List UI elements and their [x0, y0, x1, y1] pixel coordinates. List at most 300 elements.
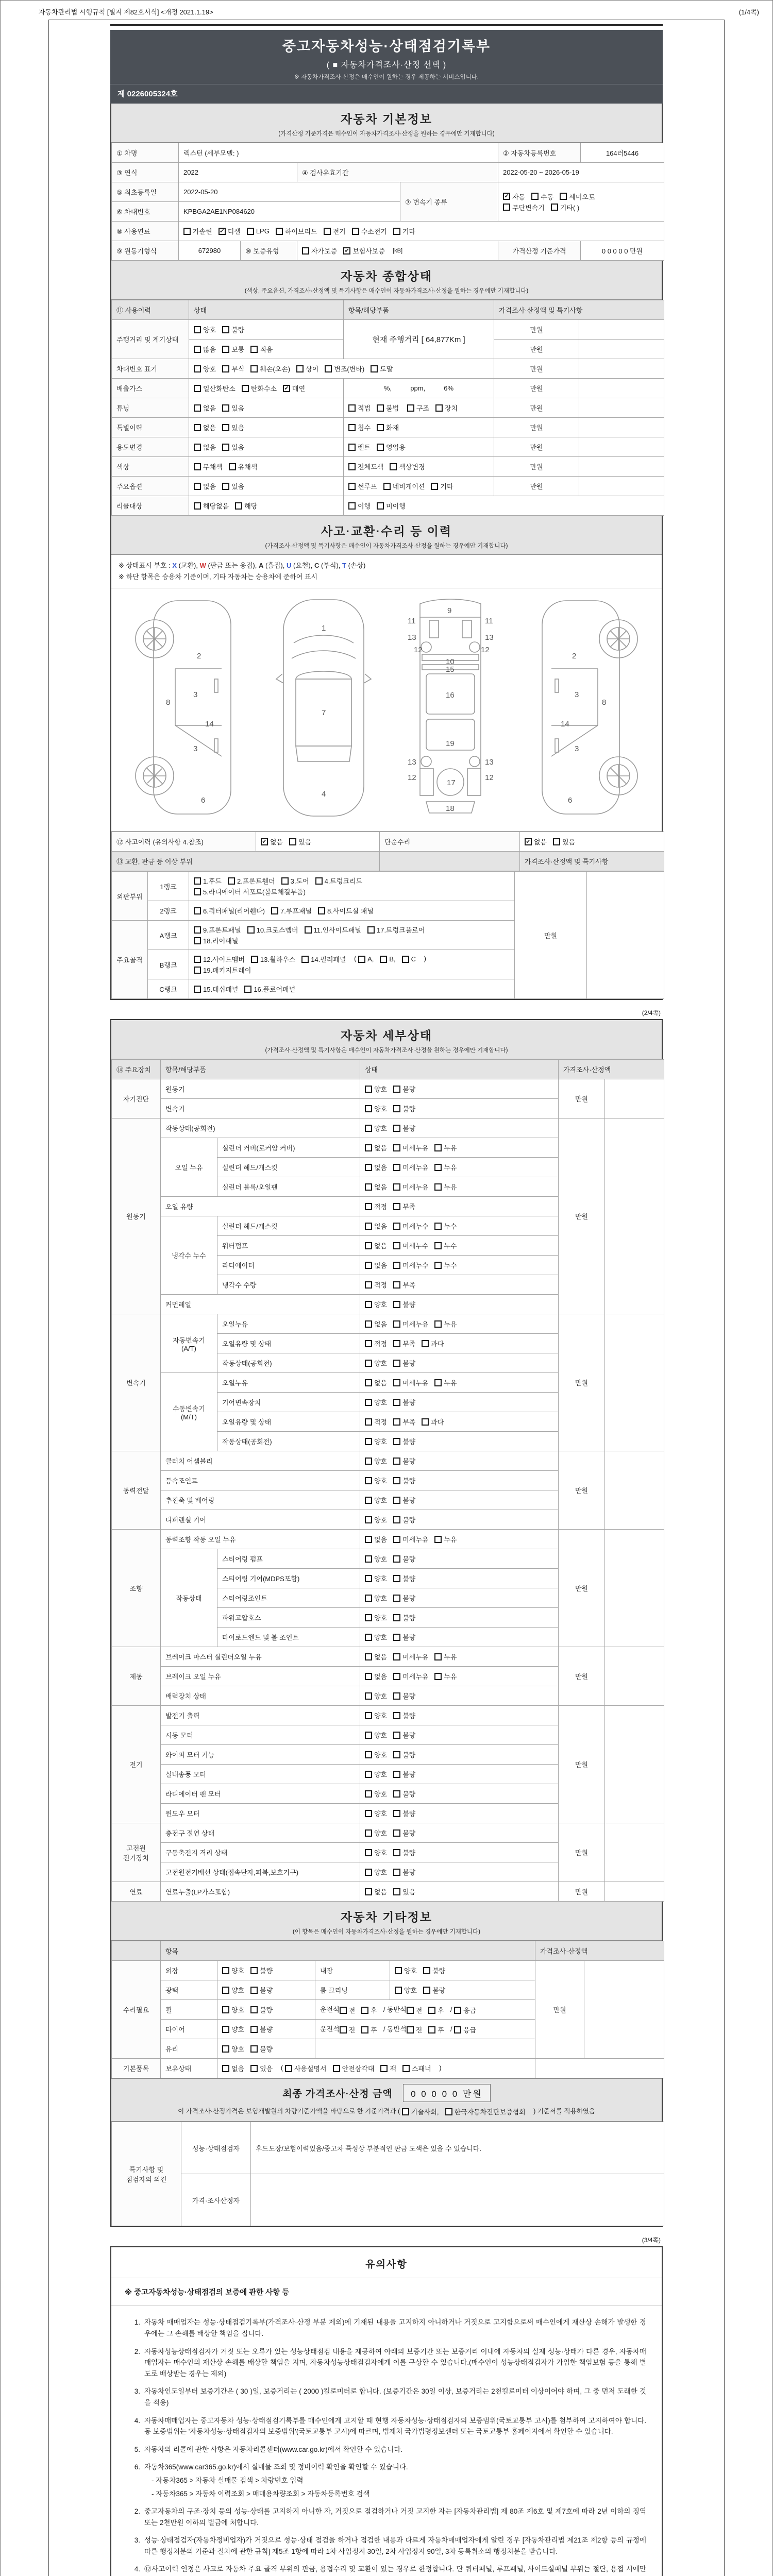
checkbox-네비게이션[interactable]: [383, 481, 425, 491]
cell: [360, 1862, 559, 1882]
checkbox-4.트렁크리드[interactable]: [315, 876, 363, 886]
checkbox-불량[interactable]: [393, 1789, 415, 1799]
checkbox-12.사이드멤버[interactable]: [194, 954, 245, 964]
checkbox-불량[interactable]: [250, 2005, 273, 2014]
checkbox-15.대쉬패널[interactable]: [194, 984, 238, 994]
checkbox-icon: [348, 502, 356, 510]
checkbox-장치[interactable]: [435, 403, 458, 413]
checkbox-디젤[interactable]: [219, 226, 241, 236]
checkbox-기타[interactable]: [393, 226, 415, 236]
checkbox-수동[interactable]: [531, 192, 553, 201]
checkbox-label: 영업용: [386, 444, 406, 451]
checkbox-후[interactable]: [428, 2025, 444, 2035]
cell: [217, 2020, 315, 2039]
cell: 만원: [559, 1823, 605, 1882]
checkbox-세미오토[interactable]: [560, 192, 595, 201]
checkbox-9.프론트패널[interactable]: [194, 925, 241, 935]
notice-title: 유의사항: [111, 2249, 662, 2278]
cell: 2랭크: [148, 901, 189, 921]
checkbox-icon: [228, 877, 235, 885]
checkbox-불량[interactable]: [393, 1495, 415, 1505]
notice-item: [127, 2462, 646, 2499]
checkbox-양호[interactable]: [365, 1436, 387, 1446]
checkbox-없음[interactable]: [194, 442, 216, 452]
checkbox-불량[interactable]: [250, 2044, 273, 2054]
checkbox-있음[interactable]: [222, 422, 244, 432]
checkbox-C[interactable]: [402, 955, 416, 963]
checkbox-label: 후: [438, 2007, 444, 2015]
checkbox-icon: [250, 2045, 258, 2053]
checkbox-부식[interactable]: [222, 364, 244, 374]
checkbox-label: 한국자동차진단보증협회: [454, 2108, 526, 2116]
checkbox-불량[interactable]: [393, 1515, 415, 1524]
checkbox-불량[interactable]: [393, 1358, 415, 1368]
checkbox-적정[interactable]: [365, 1338, 387, 1348]
checkbox-도말[interactable]: [371, 364, 393, 374]
checkbox-미세누유[interactable]: [393, 1162, 428, 1172]
cell: [360, 1549, 559, 1569]
checkbox-렌트[interactable]: [348, 442, 371, 452]
checkbox-양호[interactable]: [365, 1397, 387, 1407]
checkbox-불량[interactable]: [393, 1299, 415, 1309]
checkbox-누수[interactable]: [434, 1260, 457, 1270]
checkbox-미세누수[interactable]: [393, 1260, 428, 1270]
svg-text:2: 2: [197, 652, 201, 661]
cell: 실내송풍 모터: [161, 1765, 360, 1784]
checkbox-불량[interactable]: [393, 1848, 415, 1857]
checkbox-불량[interactable]: [393, 1476, 415, 1485]
checkbox-없음[interactable]: [525, 837, 547, 846]
checkbox-변조(변타)[interactable]: [325, 364, 364, 374]
checkbox-group: [365, 1848, 422, 1856]
checkbox-탄화수소[interactable]: [242, 383, 277, 393]
checkbox-있음[interactable]: [553, 837, 575, 846]
checkbox-7.루프패널[interactable]: [271, 906, 312, 916]
checkbox-14.필러패널[interactable]: [301, 954, 346, 964]
checkbox-전[interactable]: [340, 2025, 356, 2035]
checkbox-label: 19.패키지트레이: [203, 967, 251, 975]
checkbox-해당없음[interactable]: [194, 501, 229, 511]
cell: 작동상태(공회전): [217, 1432, 360, 1451]
checkbox-응급[interactable]: [454, 2025, 476, 2035]
cell: [189, 950, 515, 979]
checkbox-훼손(오손)[interactable]: [250, 364, 290, 374]
cell: [360, 1099, 559, 1118]
checkbox-icon: [434, 1653, 442, 1660]
checkbox-A,[interactable]: [358, 955, 374, 963]
checkbox-구조[interactable]: [407, 403, 429, 413]
cell: 가격조사·산정액 및 특기사항: [494, 300, 664, 320]
checkbox-group: [365, 1750, 422, 1758]
checkbox-group: [407, 2025, 450, 2033]
checkbox-불량[interactable]: [393, 1613, 415, 1622]
checkbox-양호[interactable]: [365, 1593, 387, 1603]
checkbox-불량[interactable]: [250, 1985, 273, 1995]
checkbox-label: 없음: [374, 1223, 388, 1231]
checkbox-미세누유[interactable]: [393, 1671, 428, 1681]
checkbox-안전삼각대[interactable]: [333, 2063, 375, 2073]
checkbox-누유[interactable]: [434, 1143, 457, 1153]
checkbox-icon: [434, 1320, 442, 1328]
checkbox-양호[interactable]: [365, 1573, 387, 1583]
checkbox-양호[interactable]: [222, 2044, 244, 2054]
checkbox-한국자동차진단보증협회[interactable]: [445, 2107, 526, 2116]
checkbox-양호[interactable]: [365, 1828, 387, 1838]
checkbox-양호[interactable]: [365, 1710, 387, 1720]
checkbox-불량[interactable]: [393, 1769, 415, 1779]
checkbox-불량[interactable]: [423, 1965, 445, 1975]
checkbox-기술사회,[interactable]: [402, 2107, 439, 2116]
checkbox-누유[interactable]: [434, 1652, 457, 1662]
checkbox-불량[interactable]: [250, 2024, 273, 2034]
checkbox-icon: [380, 956, 387, 963]
checkbox-icon: [393, 1751, 400, 1758]
checkbox-후[interactable]: [428, 2005, 444, 2015]
checkbox-자가보증[interactable]: [302, 246, 337, 256]
checkbox-과다[interactable]: [422, 1338, 444, 1348]
checkbox-19.패키지트레이[interactable]: [194, 965, 251, 975]
checkbox-적법[interactable]: [348, 403, 371, 413]
text-part: ※ 상태표시 부호 :: [119, 562, 173, 569]
checkbox-icon: [393, 1105, 400, 1112]
checkbox-양호[interactable]: [365, 1104, 387, 1113]
checkbox-불량[interactable]: [393, 1573, 415, 1583]
checkbox-icon: [393, 1634, 400, 1641]
checkbox-5.라디에이터 서포트(볼트체결부품)[interactable]: [194, 887, 306, 896]
checkbox-label: 적정: [374, 1340, 388, 1348]
checkbox-불량[interactable]: [393, 1554, 415, 1564]
checkbox-불량[interactable]: [222, 325, 244, 334]
checkbox-전체도색[interactable]: [348, 462, 383, 471]
checkbox-상이[interactable]: [296, 364, 318, 374]
checkbox-label: 후: [438, 2026, 444, 2035]
checkbox-있음[interactable]: [250, 2063, 273, 2073]
checkbox-잭[interactable]: [380, 2063, 396, 2073]
checkbox-6.쿼터패널(리어휀다)[interactable]: [194, 906, 265, 916]
text-part: (부식),: [319, 562, 343, 569]
cell: 제동: [112, 1647, 161, 1706]
checkbox-label: 불량: [402, 1634, 416, 1642]
checkbox-화재[interactable]: [377, 422, 399, 432]
cell: [360, 1197, 559, 1216]
checkbox-없음[interactable]: [194, 403, 216, 413]
checkbox-많음[interactable]: [194, 344, 216, 354]
checkbox-하이브리드[interactable]: [276, 226, 317, 236]
checkbox-부족[interactable]: [393, 1280, 415, 1290]
checkbox-17.트렁크플로어[interactable]: [367, 925, 425, 935]
checkbox-미세누수[interactable]: [393, 1221, 428, 1231]
checkbox-불량[interactable]: [393, 1710, 415, 1720]
checkbox-전[interactable]: [407, 2025, 423, 2035]
checkbox-전[interactable]: [340, 2005, 356, 2015]
checkbox-양호[interactable]: [222, 1985, 244, 1995]
checkbox-불량[interactable]: [393, 1456, 415, 1466]
checkbox-불량[interactable]: [393, 1123, 415, 1133]
checkbox-일산화탄소[interactable]: [194, 383, 236, 393]
checkbox-없음[interactable]: [365, 1162, 387, 1172]
checkbox-양호[interactable]: [365, 1299, 387, 1309]
checkbox-불량[interactable]: [393, 1691, 415, 1701]
cell: [189, 901, 515, 921]
checkbox-불량[interactable]: [393, 1436, 415, 1446]
text-part: (흠집),: [263, 562, 287, 569]
checkbox-있음[interactable]: [289, 837, 311, 846]
checkbox-icon: [393, 1673, 400, 1680]
checkbox-불량[interactable]: [393, 1632, 415, 1642]
text-part: ): [437, 2064, 442, 2072]
svg-text:13: 13: [485, 633, 494, 642]
checkbox-label: 누수: [444, 1262, 457, 1270]
checkbox-양호[interactable]: [365, 1750, 387, 1759]
checkbox-해당[interactable]: [235, 501, 257, 511]
checkbox-누유[interactable]: [434, 1534, 457, 1544]
checkbox-양호[interactable]: [365, 1084, 387, 1094]
cell: 672980: [179, 241, 241, 261]
svg-text:13: 13: [485, 758, 494, 767]
checkbox-불량[interactable]: [393, 1828, 415, 1838]
checkbox-label: 미세누유: [402, 1144, 429, 1153]
notice-item: [127, 2535, 646, 2557]
checkbox-없음[interactable]: [365, 1182, 387, 1192]
checkbox-미세누유[interactable]: [393, 1182, 428, 1192]
checkbox-양호[interactable]: [365, 1613, 387, 1622]
checkbox-없음[interactable]: [365, 1221, 387, 1231]
checkbox-label: 장치: [445, 404, 458, 412]
cell: [189, 437, 344, 457]
checkbox-누유[interactable]: [434, 1671, 457, 1681]
checkbox-불량[interactable]: [250, 1965, 273, 1975]
checkbox-label: 탄화수소: [250, 385, 277, 393]
checkbox-양호[interactable]: [194, 325, 216, 334]
checkbox-불량[interactable]: [423, 1985, 445, 1995]
checkbox-label: 적정: [374, 1281, 388, 1290]
checkbox-양호[interactable]: [365, 1808, 387, 1818]
checkbox-누수[interactable]: [434, 1241, 457, 1250]
checkbox-없음[interactable]: [365, 1319, 387, 1329]
checkbox-누유[interactable]: [434, 1378, 457, 1387]
checkbox-불량[interactable]: [393, 1104, 415, 1113]
checkbox-불량[interactable]: [393, 1084, 415, 1094]
cell: [360, 1256, 559, 1275]
checkbox-부족[interactable]: [393, 1201, 415, 1211]
checkbox-응급[interactable]: [454, 2005, 476, 2015]
checkbox-label: 양호: [374, 1810, 388, 1818]
checkbox-미세누유[interactable]: [393, 1378, 428, 1387]
checkbox-양호[interactable]: [365, 1848, 387, 1857]
cell: [189, 921, 515, 950]
checkbox-양호[interactable]: [365, 1730, 387, 1740]
checkbox-양호[interactable]: [365, 1691, 387, 1701]
checkbox-양호[interactable]: [222, 2024, 244, 2034]
checkbox-2.프론트휀더[interactable]: [228, 876, 275, 886]
checkbox-유채색[interactable]: [229, 462, 258, 471]
checkbox-8.사이드실 패널[interactable]: [318, 906, 374, 916]
checkbox-누유[interactable]: [434, 1162, 457, 1172]
form-subtitle: ( ■ 자동차가격조사·산정 선택 ): [326, 61, 447, 70]
checkbox-양호[interactable]: [395, 1965, 417, 1975]
cell: KPBGA2AE1NP084620: [179, 202, 400, 222]
checkbox-불량[interactable]: [393, 1593, 415, 1603]
checkbox-label: 적법: [358, 404, 371, 412]
checkbox-없음[interactable]: [194, 481, 216, 491]
checkbox-있음[interactable]: [222, 481, 244, 491]
checkbox-미세누유[interactable]: [393, 1143, 428, 1153]
checkbox-13.휠하우스[interactable]: [251, 954, 295, 964]
checkbox-icon: [250, 1967, 258, 1974]
checkbox-양호[interactable]: [365, 1123, 387, 1133]
text-part: (: [352, 955, 359, 963]
checkbox-10.크로스멤버[interactable]: [247, 925, 298, 935]
checkbox-icon: [365, 1418, 372, 1426]
checkbox-3.도어[interactable]: [281, 876, 309, 886]
checkbox-없음[interactable]: [365, 1143, 387, 1153]
checkbox-적정[interactable]: [365, 1201, 387, 1211]
checkbox-적정[interactable]: [365, 1417, 387, 1427]
checkbox-보험사보증[interactable]: [343, 246, 385, 256]
checkbox-누수[interactable]: [434, 1221, 457, 1231]
checkbox-label: 미세누유: [402, 1653, 429, 1662]
checkbox-수소전기[interactable]: [352, 226, 387, 236]
checkbox-label: 미이행: [386, 502, 406, 510]
checkbox-양호[interactable]: [365, 1495, 387, 1505]
checkbox-사용설명서[interactable]: [285, 2063, 327, 2073]
checkbox-부족[interactable]: [393, 1417, 415, 1427]
checkbox-보통[interactable]: [222, 344, 244, 354]
checkbox-매연[interactable]: [283, 383, 305, 393]
checkbox-스패너[interactable]: [402, 2063, 431, 2073]
checkbox-label: 후: [371, 2026, 377, 2035]
checkbox-적음[interactable]: [250, 344, 273, 354]
checkbox-B,[interactable]: [380, 955, 395, 963]
cell: 만원: [515, 872, 587, 999]
checkbox-누유[interactable]: [434, 1319, 457, 1329]
text-part: W: [199, 562, 206, 569]
cell: [189, 398, 344, 418]
checkbox-icon: [222, 2026, 229, 2033]
checkbox-불량[interactable]: [393, 1867, 415, 1877]
checkbox-후[interactable]: [361, 2005, 377, 2015]
checkbox-불량[interactable]: [393, 1730, 415, 1740]
checkbox-썬루프[interactable]: [348, 481, 377, 491]
checkbox-양호[interactable]: [365, 1789, 387, 1799]
checkbox-icon: [365, 1732, 372, 1739]
cell: 만원: [559, 1706, 605, 1823]
checkbox-icon: [194, 877, 201, 885]
checkbox-후[interactable]: [361, 2025, 377, 2035]
checkbox-있음[interactable]: [222, 442, 244, 452]
checkbox-미세누유[interactable]: [393, 1319, 428, 1329]
checkbox-label: 없음: [374, 1888, 388, 1896]
checkbox-있음[interactable]: [393, 1887, 415, 1896]
checkbox-가솔린[interactable]: [183, 226, 212, 236]
checkbox-없음[interactable]: [365, 1652, 387, 1662]
checkbox-양호[interactable]: [365, 1358, 387, 1368]
checkbox-미세누수[interactable]: [393, 1241, 428, 1250]
checkbox-미이행[interactable]: [377, 501, 406, 511]
checkbox-없음[interactable]: [365, 1241, 387, 1250]
checkbox-양호[interactable]: [365, 1456, 387, 1466]
checkbox-없음[interactable]: [194, 422, 216, 432]
checkbox-group: [365, 1594, 422, 1601]
checkbox-무채색[interactable]: [194, 462, 223, 471]
cell: 차대번호 표기: [112, 359, 189, 379]
checkbox-없음[interactable]: [365, 1534, 387, 1544]
checkbox-LPG[interactable]: [247, 227, 270, 235]
notice-item-number: 2.: [134, 2507, 140, 2516]
checkbox-양호[interactable]: [365, 1476, 387, 1485]
checkbox-누유[interactable]: [434, 1182, 457, 1192]
checkbox-전기[interactable]: [324, 226, 346, 236]
cell: [217, 1980, 315, 2000]
checkbox-양호[interactable]: [365, 1632, 387, 1642]
checkbox-불량[interactable]: [393, 1397, 415, 1407]
checkbox-영업용[interactable]: [377, 442, 406, 452]
text-part: 운전석: [320, 2006, 340, 2014]
text-part: 이 가격조사·산정가격은 보험개발원의 차량기준가액을 바탕으로 한 기준가격과 (: [178, 2108, 402, 2115]
cell: [498, 182, 664, 222]
checkbox-이행[interactable]: [348, 501, 371, 511]
checkbox-침수[interactable]: [348, 422, 371, 432]
checkbox-미세누유[interactable]: [393, 1534, 428, 1544]
checkbox-16.플로어패널[interactable]: [244, 984, 295, 994]
checkbox-없음[interactable]: [365, 1887, 387, 1896]
checkbox-icon: [393, 1379, 400, 1386]
cell: [605, 1451, 664, 1530]
cell: [579, 320, 664, 340]
cell: 보유상태: [161, 2059, 217, 2078]
checkbox-기타[interactable]: [431, 481, 453, 491]
checkbox-불량[interactable]: [393, 1750, 415, 1759]
checkbox-양호[interactable]: [194, 364, 216, 374]
checkbox-icon: [365, 1869, 372, 1876]
checkbox-없음[interactable]: [365, 1671, 387, 1681]
checkbox-불량[interactable]: [393, 1808, 415, 1818]
checkbox-무단변속기[interactable]: [503, 202, 545, 212]
checkbox-미세누유[interactable]: [393, 1652, 428, 1662]
checkbox-양호[interactable]: [365, 1867, 387, 1877]
checkbox-양호[interactable]: [365, 1769, 387, 1779]
checkbox-없음[interactable]: [261, 837, 283, 846]
cell: 스티어링조인트: [217, 1588, 360, 1608]
checkbox-부족[interactable]: [393, 1338, 415, 1348]
cell: 만원: [559, 1882, 605, 1902]
checkbox-없음[interactable]: [365, 1378, 387, 1387]
checkbox-전[interactable]: [407, 2005, 423, 2015]
checkbox-양호[interactable]: [222, 2005, 244, 2014]
checkbox-없음[interactable]: [365, 1260, 387, 1270]
checkbox-양호[interactable]: [365, 1515, 387, 1524]
checkbox-적정[interactable]: [365, 1280, 387, 1290]
checkbox-불법[interactable]: [377, 403, 399, 413]
checkbox-icon: [402, 956, 409, 963]
checkbox-label: 일산화탄소: [203, 385, 236, 393]
checkbox-없음[interactable]: [222, 2063, 244, 2073]
checkbox-기타( )[interactable]: [551, 202, 579, 212]
checkbox-양호[interactable]: [365, 1554, 387, 1564]
checkbox-label: 양호: [374, 1516, 388, 1524]
checkbox-양호[interactable]: [222, 1965, 244, 1975]
checkbox-icon: [222, 404, 229, 412]
checkbox-1.후드[interactable]: [194, 876, 222, 886]
cell: [217, 1961, 315, 1980]
checkbox-자동[interactable]: [503, 192, 525, 201]
checkbox-있음[interactable]: [222, 403, 244, 413]
checkbox-과다[interactable]: [422, 1417, 444, 1427]
checkbox-18.리어패널[interactable]: [194, 936, 238, 945]
checkbox-양호[interactable]: [395, 1985, 417, 1995]
checkbox-11.인사이드패널[interactable]: [305, 925, 361, 935]
checkbox-색상변경[interactable]: [390, 462, 425, 471]
